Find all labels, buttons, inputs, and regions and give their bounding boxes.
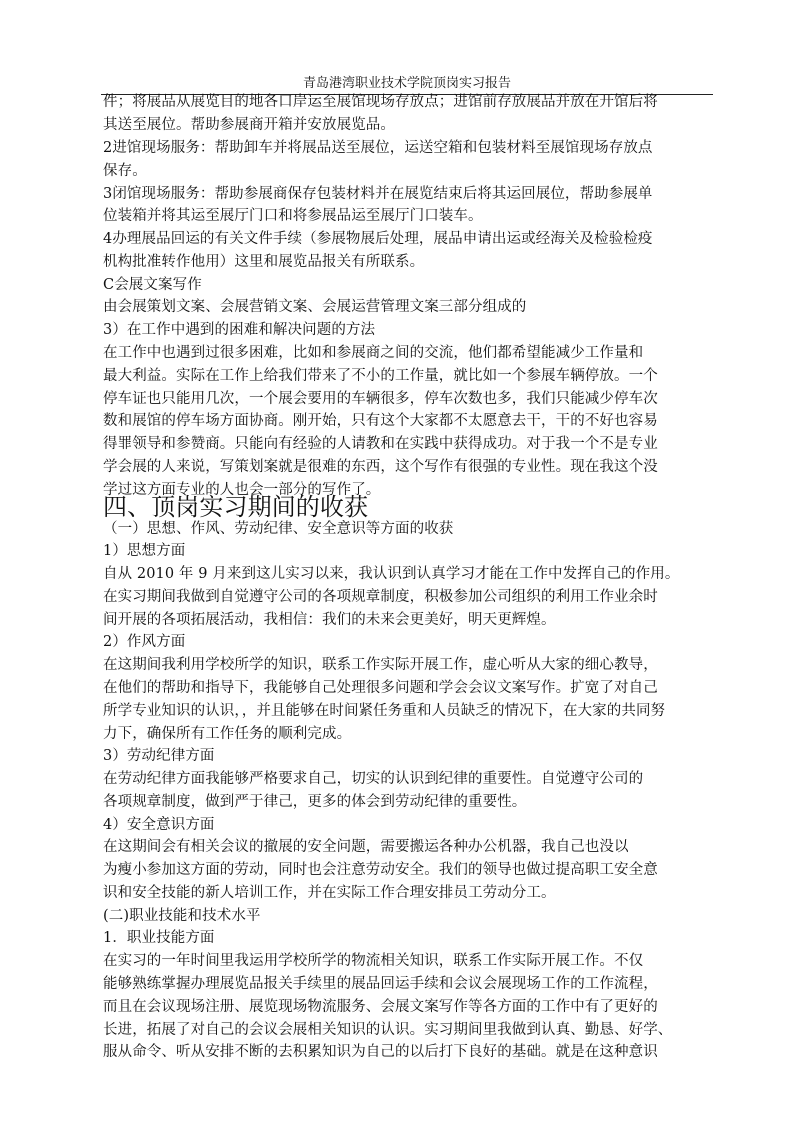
text-line: 各项规章制度，做到严于律己，更多的体会到劳动纪律的重要性。 [103, 794, 527, 810]
chapter-title: 四、顶岗实习期间的收获 [103, 493, 369, 521]
text-line: 数和展馆的停车场方面协商。刚开始，只有这个大家都不太愿意去干，干的不好也容易 [103, 413, 658, 429]
section-heading: 1）思想方面 [103, 543, 186, 559]
text-line: 3闭馆现场服务：帮助参展商保存包装材料并在展览结束后将其运回展位，帮助参展单 [103, 186, 653, 202]
text-line: 在他们的帮助和指导下，我能够自己处理很多问题和学会会议文案写作。扩宽了对自己 [103, 680, 658, 696]
text-line: 在实习的一年时间里我运用学校所学的物流相关知识，联系工作实际开展工作。不仅 [103, 953, 644, 969]
text-line: 保存。 [103, 163, 147, 179]
text-line: 件；将展品从展览目的地各口岸运至展馆现场存放点；进馆前存放展品并放在开馆后将 [103, 94, 658, 110]
text-line: 位装箱并将其运至展厅门口和将参展品运至展厅门口装车。 [103, 208, 483, 224]
section-heading: C会展文案写作 [103, 277, 202, 293]
text-line: 在工作中也遇到过很多困难，比如和参展商之间的交流，他们都希望能减少工作量和 [103, 345, 644, 361]
text-line: 最大利益。实际在工作上给我们带来了不小的工作量，就比如一个参展车辆停放。一个 [103, 368, 658, 384]
text-line: 能够熟练掌握办理展览品报关手续里的展品回运手续和会议会展现场工作的工作流程， [103, 976, 658, 992]
text-line: 自从 2010 年 9 月来到这儿实习以来，我认识到认真学习才能在工作中发挥自己的作用。 [103, 566, 680, 582]
section-heading: 3）劳动纪律方面 [103, 748, 215, 764]
page-header: 青岛港湾职业技术学院顶岗实习报告 [101, 74, 713, 95]
text-line: 学会展的人来说，写策划案就是很难的东西，这个写作有很强的专业性。现在我这个没 [103, 459, 658, 475]
text-line: 服从命令、听从安排不断的去积累知识为自己的以后打下良好的基础。就是在这种意识 [103, 1044, 658, 1060]
text-line: 学过这方面专业的人也会一部分的写作了。 [103, 482, 381, 498]
text-line: 为瘦小参加这方面的劳动，同时也会注意劳动安全。我们的领导也做过提高职工安全意 [103, 862, 658, 878]
section-heading: 3）在工作中遇到的困难和解决问题的方法 [103, 322, 376, 338]
text-line: 而且在会议现场注册、展览现场物流服务、会展文案写作等各方面的工作中有了更好的 [103, 999, 658, 1015]
text-line: 识和安全技能的新人培训工作，并在实际工作合理安排员工劳动分工。 [103, 885, 556, 901]
section-heading: 4）安全意识方面 [103, 817, 215, 833]
text-line: 停车证也只能用几次，一个展会要用的车辆很多，停车次数也多，我们只能减少停车次 [103, 391, 658, 407]
text-line: 间开展的各项拓展活动，我相信：我们的未来会更美好，明天更辉煌。 [103, 612, 556, 628]
section-heading: (二)职业技能和技术水平 [103, 908, 261, 924]
text-line: 4办理展品回运的有关文件手续（参展物展后处理，展品申请出运或经海关及检验检疫 [103, 231, 653, 247]
text-line: 在劳动纪律方面我能够严格要求自己，切实的认识到纪律的重要性。自觉遵守公司的 [103, 771, 644, 787]
text-line: 得罪领导和参赞商。只能向有经验的人请教和在实践中获得成功。对于我一个不是专业 [103, 436, 658, 452]
text-line: 机构批准转作他用）这里和展览品报关有所联系。 [103, 254, 425, 270]
text-line: 所学专业知识的认识，，并且能够在时间紧任务重和人员缺乏的情况下，在大家的共同努 [103, 703, 666, 719]
section-heading: （一）思想、作风、劳动纪律、安全意识等方面的收获 [103, 521, 454, 537]
text-line: 力下，确保所有工作任务的顺利完成。 [103, 726, 352, 742]
text-line: 其送至展位。帮助参展商开箱并安放展览品。 [103, 117, 395, 133]
text-line: 长进，拓展了对自己的会议会展相关知识的认识。实习期间里我做到认真、勤恳、好学、 [103, 1022, 673, 1038]
section-heading: 1．职业技能方面 [103, 930, 215, 946]
text-line: 在实习期间我做到自觉遵守公司的各项规章制度，积极参加公司组织的利用工作业余时 [103, 589, 658, 605]
text-line: 由会展策划文案、会展营销文案、会展运营管理文案三部分组成的 [103, 299, 527, 315]
text-line: 2进馆现场服务：帮助卸车并将展品送至展位，运送空箱和包装材料至展馆现场存放点 [103, 140, 653, 156]
text-line: 在这期间会有相关会议的撤展的安全问题，需要搬运各种办公机器，我自己也没以 [103, 839, 629, 855]
text-line: 在这期间我利用学校所学的知识，联系工作实际开展工作，虚心听从大家的细心教导， [103, 657, 658, 673]
section-heading: 2）作风方面 [103, 634, 186, 650]
